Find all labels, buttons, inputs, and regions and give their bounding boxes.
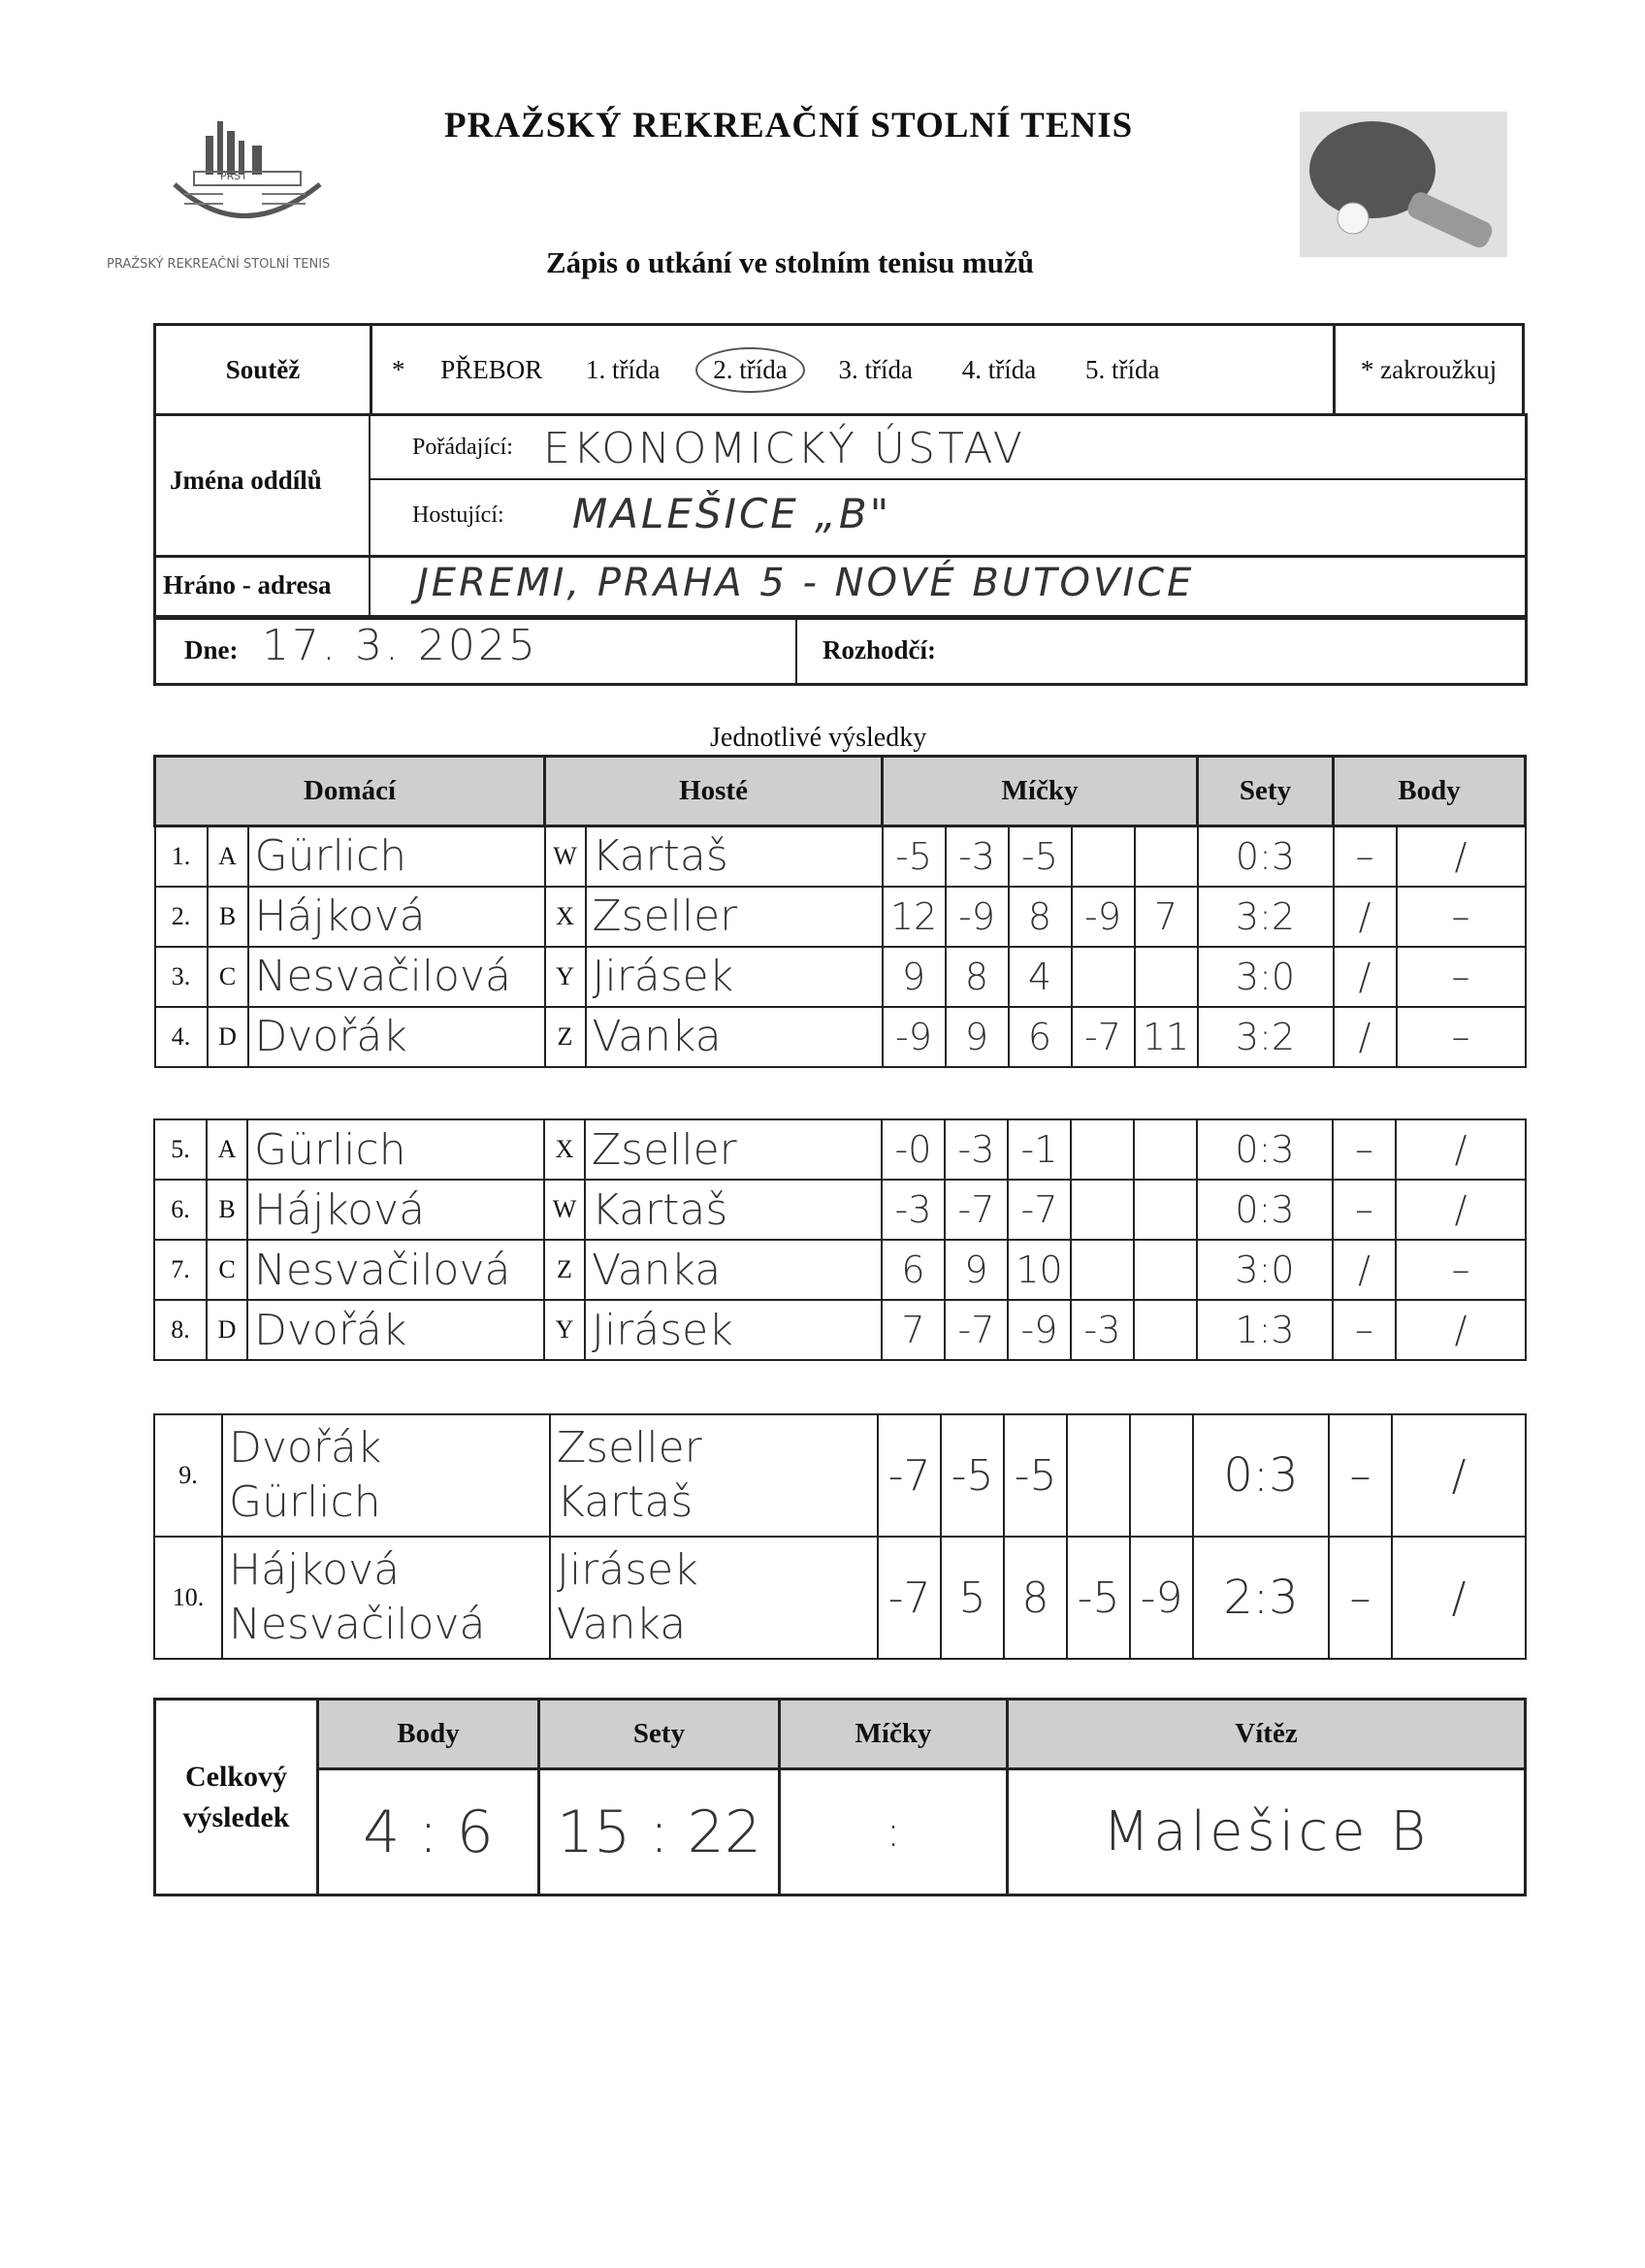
guest-player-2: Vanka — [557, 1600, 687, 1649]
game-score: -7 — [945, 1300, 1008, 1360]
game-score — [1130, 1414, 1193, 1537]
home-player: Dvořák — [248, 1007, 545, 1067]
game-score: -3 — [946, 826, 1009, 887]
sets-score: 1:3 — [1197, 1300, 1333, 1360]
guest-player: Zseller — [585, 1119, 882, 1180]
game-score — [1135, 947, 1198, 1007]
rozhodci-label: Rozhodčí: — [822, 635, 936, 664]
game-score: -5 — [1004, 1414, 1067, 1537]
game-score: 12 — [883, 887, 946, 947]
option-5-trida[interactable]: 5. třída — [1084, 354, 1160, 384]
home-points: – — [1333, 1119, 1396, 1180]
match-number: 6. — [154, 1180, 207, 1240]
total-col-vitez: Vítěz — [1008, 1700, 1526, 1769]
guest-points: / — [1397, 826, 1526, 887]
sets-score: 0:3 — [1198, 826, 1334, 887]
option-3-trida[interactable]: 3. třída — [838, 354, 913, 384]
total-col-body: Body — [318, 1700, 539, 1769]
game-score: -7 — [1008, 1180, 1071, 1240]
hostujici-label: Hostující: — [412, 502, 504, 528]
option-2-trida[interactable]: 2. třída — [695, 347, 804, 393]
game-score: 7 — [882, 1300, 945, 1360]
guest-player: Jirásek — [586, 947, 883, 1007]
game-score: -9 — [883, 1007, 946, 1067]
logo-ring-text: PRAŽSKÝ REKREAČNÍ STOLNÍ TENIS — [107, 257, 331, 272]
home-player: Nesvačilová — [248, 947, 545, 1007]
game-score: 7 — [1135, 887, 1198, 947]
sets-score: 3:2 — [1198, 887, 1334, 947]
home-player-2: Nesvačilová — [229, 1600, 486, 1649]
paddle-icon — [1300, 112, 1507, 257]
hrano-value: JEREMI, PRAHA 5 - NOVÉ BUTOVICE — [417, 561, 1195, 605]
game-score — [1134, 1180, 1197, 1240]
option-prebor[interactable]: PŘEBOR — [440, 354, 543, 384]
home-player: Gürlich — [247, 1119, 544, 1180]
results-block-2 — [153, 1118, 1527, 1361]
total-sety: 15 : 22 — [539, 1769, 780, 1895]
results-block-1 — [153, 755, 1527, 1068]
game-score: -9 — [946, 887, 1009, 947]
guest-points: – — [1397, 887, 1526, 947]
guest-player: Kartaš — [586, 826, 883, 887]
match-row — [154, 1180, 1526, 1240]
total-label: Celkový výsledek — [155, 1700, 318, 1895]
home-player: Hájková — [248, 887, 545, 947]
game-score: -5 — [1067, 1537, 1130, 1659]
home-letter: B — [207, 1180, 247, 1240]
home-player: Hájková — [247, 1180, 544, 1240]
game-score — [1134, 1119, 1197, 1180]
home-points: – — [1333, 1300, 1396, 1360]
home-points: / — [1334, 887, 1397, 947]
game-score — [1134, 1240, 1197, 1300]
guest-points: / — [1392, 1537, 1526, 1659]
guest-player: Zseller — [586, 887, 883, 947]
guest-letter: Y — [545, 947, 586, 1007]
jmena-label: Jména oddílů — [170, 466, 322, 495]
match-number: 7. — [154, 1240, 207, 1300]
home-letter: C — [207, 1240, 247, 1300]
guest-points: / — [1396, 1180, 1526, 1240]
info-table — [153, 323, 1525, 416]
game-score: -9 — [1008, 1300, 1071, 1360]
home-letter: A — [208, 826, 248, 887]
logo — [107, 92, 369, 286]
match-number: 1. — [155, 826, 208, 887]
match-number: 5. — [154, 1119, 207, 1180]
zakrouzkuj-note: * zakroužkuj — [1335, 325, 1524, 415]
match-row — [155, 947, 1526, 1007]
game-score: -3 — [882, 1180, 945, 1240]
game-score: -0 — [882, 1119, 945, 1180]
game-score: -1 — [1008, 1119, 1071, 1180]
game-score — [1071, 1119, 1134, 1180]
guest-player-1: Zseller — [557, 1423, 702, 1473]
total-table — [153, 1698, 1527, 1896]
results-header-row — [155, 757, 1526, 826]
home-player-1: Hájková — [229, 1545, 401, 1595]
match-number: 8. — [154, 1300, 207, 1360]
home-player: Gürlich — [248, 826, 545, 887]
game-score: 8 — [946, 947, 1009, 1007]
guest-player: Kartaš — [585, 1180, 882, 1240]
game-score: -7 — [878, 1414, 941, 1537]
guest-letter: Z — [544, 1240, 585, 1300]
soutez-options — [371, 325, 1335, 415]
guest-player: Vanka — [586, 1007, 883, 1067]
guest-pair — [550, 1414, 878, 1537]
match-number: 4. — [155, 1007, 208, 1067]
total-body: 4 : 6 — [318, 1769, 539, 1895]
match-number: 2. — [155, 887, 208, 947]
game-score: 10 — [1008, 1240, 1071, 1300]
guest-pair — [550, 1537, 878, 1659]
soutez-label: Soutěž — [155, 325, 371, 415]
poradajici-label: Pořádající: — [412, 435, 513, 460]
game-score: -9 — [1130, 1537, 1193, 1659]
home-letter: D — [208, 1007, 248, 1067]
game-score: -5 — [941, 1414, 1004, 1537]
home-points: – — [1329, 1537, 1392, 1659]
game-score: -5 — [883, 826, 946, 887]
dne-label: Dne: — [184, 635, 239, 664]
game-score: -7 — [1072, 1007, 1135, 1067]
col-domaci: Domácí — [155, 757, 545, 826]
game-score — [1071, 1180, 1134, 1240]
game-score: 4 — [1009, 947, 1072, 1007]
game-score: -7 — [878, 1537, 941, 1659]
guest-letter: X — [545, 887, 586, 947]
sets-score: 0:3 — [1197, 1180, 1333, 1240]
guest-points: / — [1392, 1414, 1526, 1537]
guest-letter: Z — [545, 1007, 586, 1067]
results-block-doubles — [153, 1413, 1527, 1660]
game-score: -3 — [1071, 1300, 1134, 1360]
col-sety: Sety — [1198, 757, 1334, 826]
match-row — [154, 1240, 1526, 1300]
home-pair — [222, 1537, 550, 1659]
sets-score: 0:3 — [1193, 1414, 1329, 1537]
game-score: 5 — [941, 1537, 1004, 1659]
home-letter: A — [207, 1119, 247, 1180]
home-player: Nesvačilová — [247, 1240, 544, 1300]
home-points: – — [1329, 1414, 1392, 1537]
option-1-trida[interactable]: 1. třída — [586, 354, 661, 384]
guest-letter: X — [544, 1119, 585, 1180]
option-4-trida[interactable]: 4. třída — [961, 354, 1037, 384]
sets-score: 3:0 — [1198, 947, 1334, 1007]
game-score — [1134, 1300, 1197, 1360]
game-score: -3 — [945, 1119, 1008, 1180]
total-micky: : — [780, 1769, 1008, 1895]
doubles-row — [154, 1414, 1526, 1537]
game-score: -5 — [1009, 826, 1072, 887]
match-row — [154, 1300, 1526, 1360]
guest-player: Jirásek — [585, 1300, 882, 1360]
game-score — [1135, 826, 1198, 887]
sets-score: 3:2 — [1198, 1007, 1334, 1067]
sets-score: 3:0 — [1197, 1240, 1333, 1300]
total-col-sety: Sety — [539, 1700, 780, 1769]
guest-player-2: Kartaš — [557, 1477, 693, 1527]
game-score — [1067, 1414, 1130, 1537]
sets-score: 0:3 — [1197, 1119, 1333, 1180]
game-score: -9 — [1072, 887, 1135, 947]
game-score: -7 — [945, 1180, 1008, 1240]
home-letter: C — [208, 947, 248, 1007]
home-pair — [222, 1414, 550, 1537]
guest-points: / — [1396, 1300, 1526, 1360]
match-number: 3. — [155, 947, 208, 1007]
game-score: 6 — [1009, 1007, 1072, 1067]
page-title: PRAŽSKÝ REKREAČNÍ STOLNÍ TENIS — [444, 106, 1134, 146]
dne-value: 17. 3. 2025 — [262, 621, 538, 670]
guest-player-1: Jirásek — [557, 1545, 698, 1595]
total-col-micky: Míčky — [780, 1700, 1008, 1769]
col-hoste: Hosté — [545, 757, 883, 826]
home-points: – — [1333, 1180, 1396, 1240]
guest-letter: W — [545, 826, 586, 887]
match-number: 10. — [154, 1537, 222, 1659]
col-micky: Míčky — [883, 757, 1198, 826]
ping-pong-image — [1300, 112, 1507, 257]
home-letter: B — [208, 887, 248, 947]
guest-letter: W — [544, 1180, 585, 1240]
guest-points: – — [1397, 947, 1526, 1007]
game-score — [1071, 1240, 1134, 1300]
sets-score: 2:3 — [1193, 1537, 1329, 1659]
match-row — [155, 826, 1526, 887]
poradajici-value: EKONOMICKÝ ÚSTAV — [543, 424, 1025, 473]
hostujici-value: MALEŠICE „B" — [572, 490, 892, 537]
game-score: 11 — [1135, 1007, 1198, 1067]
results-caption: Jednotlivé výsledky — [710, 723, 927, 753]
home-player-1: Dvořák — [229, 1423, 382, 1473]
match-row — [155, 887, 1526, 947]
guest-points: / — [1396, 1119, 1526, 1180]
guest-points: – — [1396, 1240, 1526, 1300]
doubles-row — [154, 1537, 1526, 1659]
home-player-2: Gürlich — [229, 1477, 381, 1527]
game-score: 9 — [946, 1007, 1009, 1067]
game-score: 8 — [1009, 887, 1072, 947]
game-score: 6 — [882, 1240, 945, 1300]
home-points: / — [1333, 1240, 1396, 1300]
logo-text: PRST — [220, 170, 247, 182]
home-points: / — [1334, 947, 1397, 1007]
match-row — [155, 1007, 1526, 1067]
game-score: 9 — [883, 947, 946, 1007]
col-body: Body — [1334, 757, 1526, 826]
soutez-star: * — [392, 354, 405, 384]
page-subtitle: Zápis o utkání ve stolním tenisu mužů — [546, 245, 1034, 279]
home-points: / — [1334, 1007, 1397, 1067]
home-points: – — [1334, 826, 1397, 887]
game-score: 9 — [945, 1240, 1008, 1300]
guest-letter: Y — [544, 1300, 585, 1360]
game-score: 8 — [1004, 1537, 1067, 1659]
match-row — [154, 1119, 1526, 1180]
guest-points: – — [1397, 1007, 1526, 1067]
guest-player: Vanka — [585, 1240, 882, 1300]
hrano-label: Hráno - adresa — [163, 570, 332, 599]
game-score — [1072, 947, 1135, 1007]
match-number: 9. — [154, 1414, 222, 1537]
game-score — [1072, 826, 1135, 887]
home-player: Dvořák — [247, 1300, 544, 1360]
total-vitez: Malešice B — [1008, 1769, 1526, 1895]
home-letter: D — [207, 1300, 247, 1360]
